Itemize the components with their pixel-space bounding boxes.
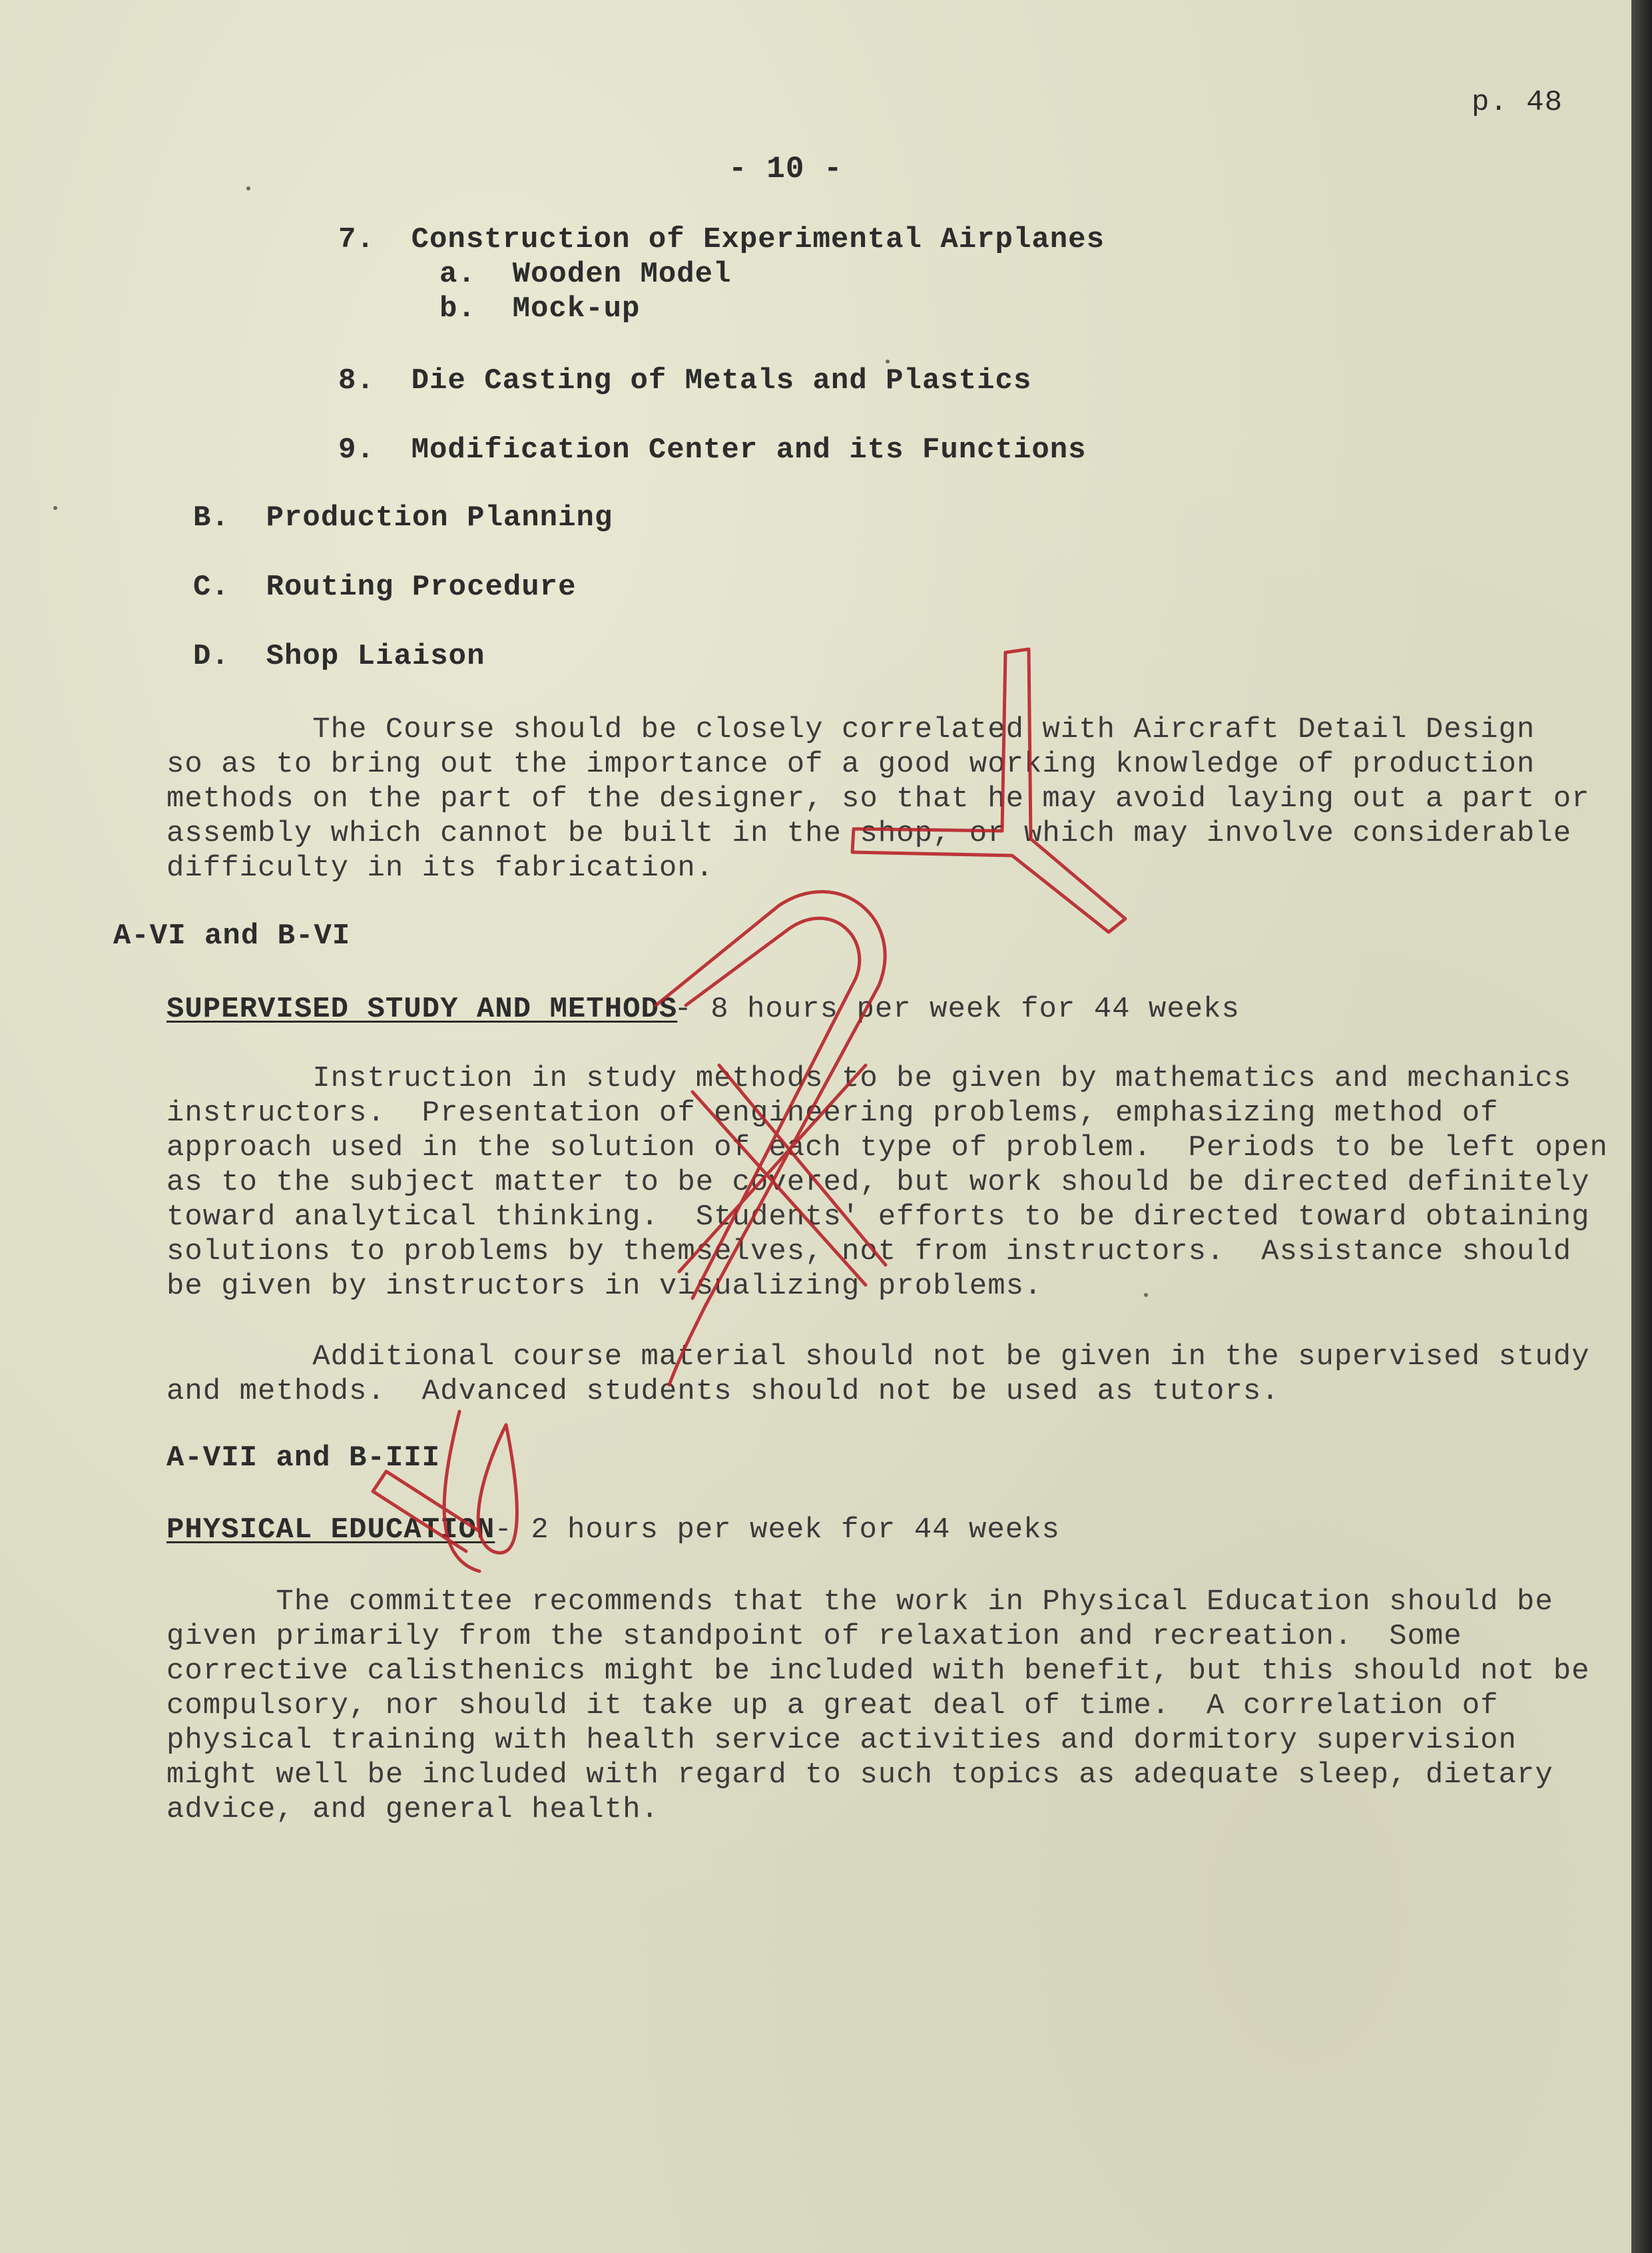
supervised-line: Instruction in study methods to be given by mathematics and mechanics bbox=[166, 1062, 1572, 1095]
section-code-physical: A-VII and B-III bbox=[166, 1441, 441, 1475]
supervised-line: and methods. Advanced students should not be used as tutors. bbox=[166, 1375, 1280, 1408]
course-line: assembly which cannot be built in the shop, or which may involve considerable bbox=[166, 817, 1572, 850]
section-heading-supervised: SUPERVISED STUDY AND METHODS bbox=[166, 993, 678, 1026]
outline-item-7a: a. Wooden Model bbox=[439, 258, 732, 291]
paper-speck bbox=[1144, 1293, 1148, 1297]
supervised-line: Additional course material should not be given in the supervised study bbox=[166, 1340, 1590, 1374]
supervised-line: instructors. Presentation of engineering problems, emphasizing method of bbox=[166, 1097, 1499, 1130]
paper-speck bbox=[246, 186, 250, 190]
paper-speck bbox=[53, 506, 57, 510]
physical-line: compulsory, nor should it take up a great deal of time. A correlation of bbox=[166, 1689, 1499, 1722]
physical-line: given primarily from the standpoint of relaxation and recreation. Some bbox=[166, 1620, 1462, 1653]
outline-item-9: 9. Modification Center and its Functions bbox=[338, 433, 1087, 467]
physical-line: advice, and general health. bbox=[166, 1793, 659, 1826]
outline-item-8: 8. Die Casting of Metals and Plastics bbox=[338, 364, 1032, 397]
page-reference: p. 48 bbox=[1472, 86, 1563, 119]
section-hours-supervised: - 8 hours per week for 44 weeks bbox=[656, 993, 1240, 1026]
course-line: difficulty in its fabrication. bbox=[166, 852, 714, 885]
supervised-line: approach used in the solution of each type of problem. Periods to be left open bbox=[166, 1131, 1608, 1164]
section-hours-physical: - 2 hours per week for 44 weeks bbox=[476, 1513, 1060, 1547]
supervised-line: toward analytical thinking. Students' efforts to be directed toward obtaining bbox=[166, 1200, 1590, 1234]
stamp-hook-outer bbox=[444, 1411, 479, 1571]
physical-line: corrective calisthenics might be included with benefit, but this should not be bbox=[166, 1654, 1590, 1688]
course-line: so as to bring out the importance of a good working knowledge of production bbox=[166, 748, 1535, 781]
outline-item-c: C. Routing Procedure bbox=[193, 571, 577, 604]
physical-line: might well be included with regard to such topics as adequate sleep, dietary bbox=[166, 1758, 1553, 1792]
supervised-line: be given by instructors in visualizing problems. bbox=[166, 1270, 1043, 1303]
page-number: - 10 - bbox=[728, 152, 843, 186]
supervised-line: solutions to problems by themselves, not from instructors. Assistance should bbox=[166, 1235, 1572, 1268]
physical-line: physical training with health service activities and dormitory supervision bbox=[166, 1724, 1517, 1757]
physical-line: The committee recommends that the work in Physical Education should be bbox=[166, 1585, 1553, 1619]
course-line: The Course should be closely correlated with Aircraft Detail Design bbox=[166, 713, 1535, 746]
outline-item-b: B. Production Planning bbox=[193, 501, 613, 535]
outline-item-7: 7. Construction of Experimental Airplanes bbox=[338, 223, 1105, 256]
outline-item-d: D. Shop Liaison bbox=[193, 640, 485, 673]
section-code-supervised: A-VI and B-VI bbox=[113, 919, 351, 953]
section-heading-physical: PHYSICAL EDUCATION bbox=[166, 1513, 495, 1547]
supervised-line: as to the subject matter to be covered, but work should be directed definitely bbox=[166, 1166, 1590, 1199]
course-line: methods on the part of the designer, so that he may avoid laying out a part or bbox=[166, 782, 1590, 816]
outline-item-7b: b. Mock-up bbox=[439, 292, 641, 326]
scanner-edge bbox=[1631, 0, 1652, 2253]
paper-speck bbox=[886, 360, 890, 364]
